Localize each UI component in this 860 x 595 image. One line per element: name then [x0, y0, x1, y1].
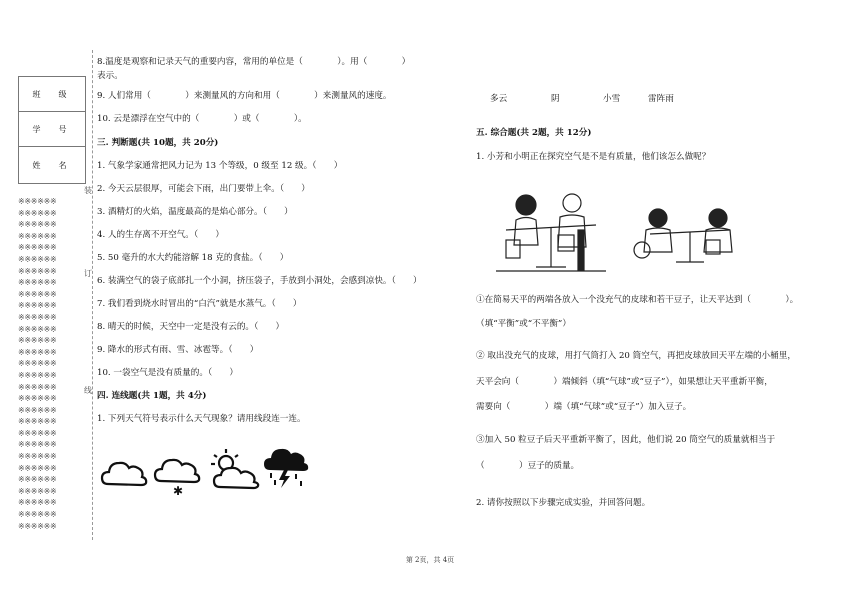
thunderstorm-icon	[262, 444, 312, 496]
snow-cloud-icon	[153, 447, 203, 497]
judge-item-4: 4. 人的生存离不开空气。（ ）	[97, 230, 224, 240]
link-question: 1. 下列天气符号表示什么天气现象？请用线段连一连。	[97, 414, 306, 424]
name-field[interactable]: 姓 名	[32, 160, 72, 170]
binding-char-ding: 订	[84, 269, 92, 278]
question-9: 9. 人们常用（ ）来测量风的方向和用（ ）来测量风的速度。	[97, 91, 392, 101]
page-number: 第 2页，共 4页	[405, 556, 455, 564]
part-3-line1: ③加入 50 粒豆子后天平重新平衡了，因此，他们说 20 筒空气的质量就相当于	[476, 435, 776, 445]
judge-item-8: 8. 晴天的时候，天空中一定是没有云的。（ ）	[97, 322, 285, 332]
student-info-box	[18, 76, 86, 184]
question-8-line2: 表示。	[97, 71, 123, 81]
balance-experiment-illustration-2	[630, 200, 740, 270]
weather-word-cloudy: 多云	[490, 94, 508, 104]
balance-experiment-illustration-1	[496, 185, 606, 275]
weather-word-thunderstorm: 雷阵雨	[648, 94, 674, 104]
class-field[interactable]: 班 级	[19, 77, 85, 112]
weather-word-overcast: 阴	[551, 94, 560, 104]
judge-item-10: 10. 一袋空气是没有质量的。（ ）	[97, 368, 239, 378]
weather-word-light-snow: 小雪	[603, 94, 621, 104]
judge-item-5: 5. 50 毫升的水大约能溶解 18 克的食盐。（ ）	[97, 253, 289, 263]
part-1-line2: （填“平衡”或“不平衡”）	[476, 319, 571, 329]
part-2-line3: 需要向（ ）端（填“气球”或“豆子”）加入豆子。	[476, 402, 692, 412]
question-10: 10. 云是漂浮在空气中的（ ）或（ ）。	[97, 114, 307, 124]
part-3-line2: （ ）豆子的质量。	[476, 461, 580, 471]
student-number-field[interactable]: 学 号	[19, 112, 85, 147]
part-2-line1: ② 取出没充气的皮球，用打气筒打入 20 筒空气，再把皮球放回天平左端的小桶里，	[476, 351, 796, 361]
section-3-title: 三. 判断题(共 10题，共 20分)	[97, 138, 219, 148]
binding-margin-stars: ※※※※※※ ※※※※※※ ※※※※※※ ※※※※※※ ※※※※※※ ※※※※※※ ※※※※※※ ※※※※※※ ※※※※※※ ※※※※※※ ※※※※※※ ※※※※※※ ※※※※※※ ※※※※※※ ※※※※※※ ※※※※※※ ※※※※※※ ※※※※※※ ※※※※※※ ※※※※※※ ※※※※※※ ※※※※※※ ※※※※※※ ※※※※※※ ※※※※※※ ※※※※※※ ※※※※※※ ※※※※※※ ※※※※※※	[18, 197, 57, 531]
comprehensive-question-2: 2. 请你按照以下步骤完成实验，并回答问题。	[476, 498, 651, 508]
section-4-title: 四. 连线题(共 1题，共 4分)	[97, 391, 207, 401]
judge-item-1: 1. 气象学家通常把风力记为 13 个等级，0 级至 12 级。（ ）	[97, 161, 343, 171]
partly-sunny-icon	[206, 447, 260, 493]
binding-char-zhuang: 装	[84, 186, 92, 195]
part-2-line2: 天平会向（ ）端倾斜（填“气球”或“豆子”），如果想让天平重新平衡，	[476, 377, 773, 387]
part-1-line1: ①在简易天平的两端各放入一个没充气的皮球和若干豆子，让天平达到（ ）。	[476, 295, 799, 305]
judge-item-6: 6. 装满空气的袋子底部扎一个小洞，挤压袋子，手放到小洞处，会感到凉快。（ ）	[97, 276, 422, 286]
judge-item-9: 9. 降水的形式有雨、雪、冰雹等。（ ）	[97, 345, 259, 355]
judge-item-3: 3. 酒精灯的火焰，温度最高的是焰心部分。（ ）	[97, 207, 293, 217]
comprehensive-question-1: 1. 小芳和小明正在探究空气是不是有质量，他们该怎么做呢？	[476, 152, 711, 162]
cloud-icon	[100, 450, 150, 492]
svg-text:✱: ✱	[173, 484, 184, 497]
question-8-line1: 8.温度是观察和记录天气的重要内容，常用的单位是（ ）。用（ ）	[97, 57, 411, 67]
judge-item-7: 7. 我们看到烧水时冒出的“白汽”就是水蒸气。（ ）	[97, 299, 302, 309]
judge-item-2: 2. 今天云层很厚，可能会下雨，出门要带上伞。（ ）	[97, 184, 310, 194]
section-5-title: 五. 综合题(共 2题，共 12分)	[476, 128, 592, 138]
binding-divider	[92, 50, 93, 540]
binding-char-xian: 线	[84, 386, 92, 395]
